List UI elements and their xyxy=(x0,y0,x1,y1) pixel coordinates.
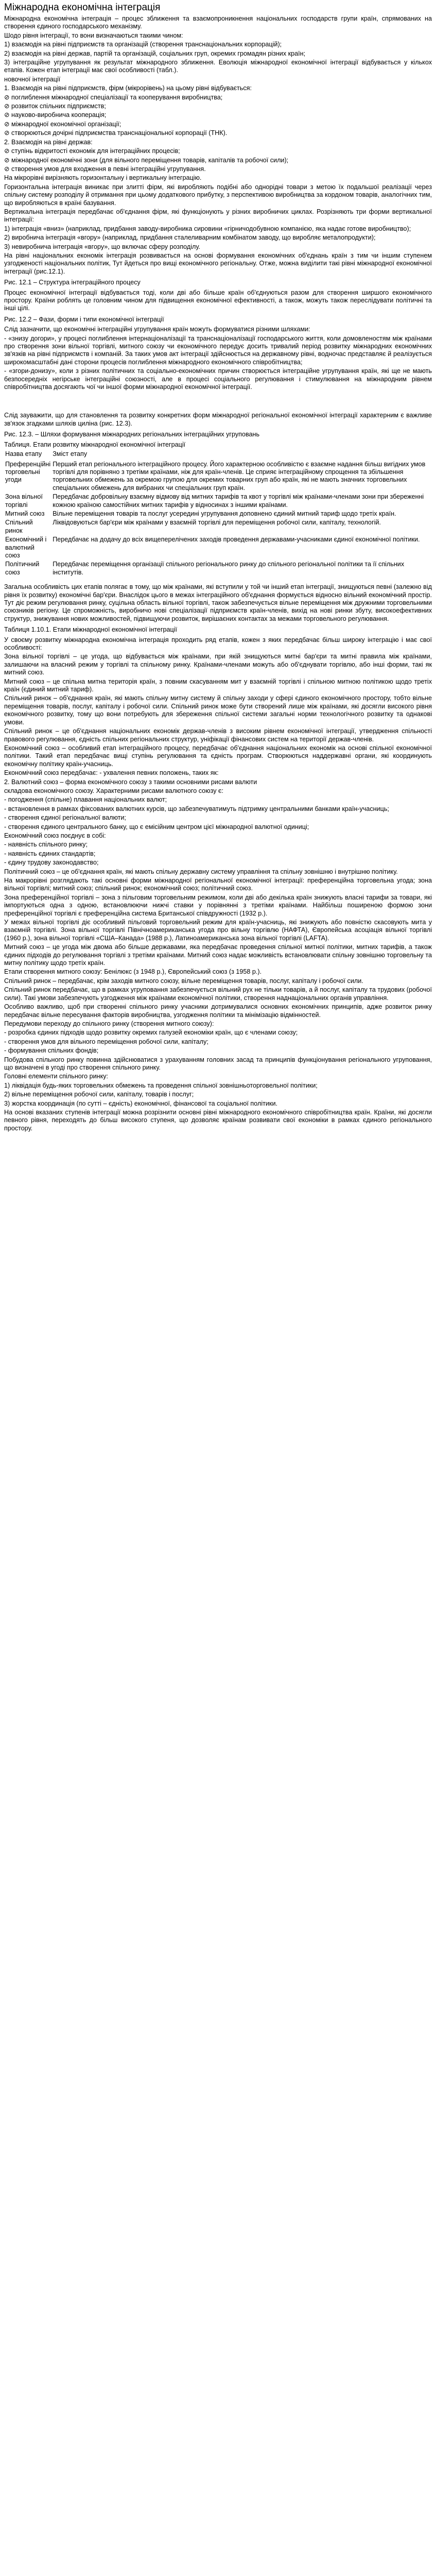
list-item: 1) взаємодія на рівні підприємств та організацій (створення транснаціональних корпорацій); xyxy=(4,41,282,48)
paragraph: Зона преференційної торгівлі – зона з пільговим торговельним режимом, коли дві або декілька країн знижують власні тарифи за товари, які імпортуються одна з одною, встановлюючи нижчі ставки у порівнянні з третіми країнами. Найбільш поширеною формою зони преференційної торгівлі є преференційна система Британської співдружності (1932 р.). xyxy=(4,893,432,917)
list-item: ⊘ міжнародної економічної організації; xyxy=(4,120,121,128)
list-item: ⊘ розвиток спільних підприємств; xyxy=(4,103,106,110)
table-cell: Політичний союз xyxy=(5,561,40,576)
list-item: ⊘ створюються дочірні підприємства транснаціональної корпорації (ТНК). xyxy=(4,129,228,137)
figure-caption: Рис. 12.3. – Шляхи формування міжнародних регіональних інтеграційних угруповань xyxy=(4,431,260,438)
paragraph: Етапи створення митного союзу: Бенілюкс (з 1948 р.), Європейський союз (з 1958 р.). xyxy=(4,968,262,976)
table-cell: Економічний і валютний союз xyxy=(5,536,47,559)
paragraph: Економічний союз поєднує в собі: xyxy=(4,832,106,839)
table-cell: Преференційні торговельні угоди xyxy=(5,460,51,484)
paragraph: Головні елементи спільного ринку: xyxy=(4,1073,109,1080)
list-item: 1) ліквідація будь-яких торговельних обмежень та проведення спільної зовнішньоторговельної політики; xyxy=(4,1081,318,1089)
table-cell: Передбачає переміщення організації спільного регіонального ринку до спільного регіональної політики та її спільних інститутів. xyxy=(53,561,405,576)
table-caption: Таблиця. Етапи розвитку міжнародної економічної інтеграції xyxy=(4,440,186,448)
paragraph: Горизонтальна інтеграція виникає при злитті фірм, які виробляють подібні або однорідні товари з метою їх подальшої реалізації через спільну систему розподілу й отримання при цьому додаткового прибутку, з перспективою виробництва за кордоном товарів, аналогічних тим, що виробляються в країні базування. xyxy=(4,183,432,207)
paragraph: Особливо важливо, щоб при створенні спільного ринку учасники дотримувалися основних економічних принципів, адже розвиток ринку передбачає вільне пересування факторів виробництва, узгодження політики та мінімізацію відмінностей. xyxy=(4,1003,432,1019)
list-item: - погодження (спільне) плавання національних валют; xyxy=(4,796,167,804)
paragraph: У межах вільної торгівлі діє особливий пільговий торговельний режим для країн-учасниць, які знижують або повністю скасовують мита у взаємній торгівлі. Зона вільної торгівлі Північноамериканська угода про вільну торгівлю (НАФТА), Європейська асоціація вільної торгівлі (1960 р.), зона вільної торгівлі «США–Канада» (1988 р.), Латиноамериканська зона вільної торгівлі (LAFTA). xyxy=(4,919,432,942)
list-item: - єдину трудову законодавство; xyxy=(4,859,99,867)
list-item: 2. Взаємодія на рівні держав: xyxy=(4,138,93,146)
table-cell: Передбачає на додачу до всіх вищеперелічених заходів проведення державами-учасниками єдиної економічної політики. xyxy=(53,536,420,544)
stages-table xyxy=(4,450,432,577)
paragraph: Митний союз – це спільна митна територія країн, з повним скасуванням мит у взаємній торгівлі і спільною митною політикою щодо третіх країн (єдиний митний тариф). xyxy=(4,677,432,693)
paragraph: Процес економічної інтеграції відбувається тоді, коли дві або більше країн об'єднуються разом для створення ширшого економічного простору. Країни роблять це головним чином для підвищення економічної ефективності, а також, можуть також переслідувати політичні та інші цілі. xyxy=(4,289,432,312)
list-item: - «згори-донизу», коли з різних політичних та соціально-економічних причин створюється інтеграційне угрупування країн, які ще не мають безпосередніх негірське інтеграційні союзності, але в процесі соціального регулювання і стимулювання на міжнародним рівнем співробітництва досягають чої чи іншої форми міжнародної економічної інтеграції. xyxy=(4,367,432,391)
table-cell: Спільний ринок xyxy=(5,519,33,534)
list-item: ⊘ ступінь відкритості економік для інтеграційних процесів; xyxy=(4,147,180,155)
paragraph: Митний союз – це угода між двома або більше державами, яка передбачає проведення спільної митної політики, митних тарифів, а також єдиних підходів до регулювання торгівлі з третіми країнами. Митний союз надає можливість встановлювати спільну зовнішню торговельну та митну політику щодо третіх країн. xyxy=(4,943,432,967)
paragraph: Міжнародна економічна інтеграція – процес зближення та взаємопроникнення національних господарств групи країн, спрямованих на створення єдиного господарського механізму. xyxy=(4,15,432,30)
list-item: ⊘ створення умов для входження в певні інтеграційні угрупування. xyxy=(4,165,206,173)
table-row xyxy=(4,535,432,560)
paragraph: Загальна особливість цих етапів полягає в тому, що між країнами, які вступили у той чи інший етап інтеграції, знищуються певні (залежно від рівня їх розвитку) економічні бар'єри. Внаслідок цього в межах інтеграційного об'єднання формується відносно вільний економічний простір. Тут діє режим регулювання ринку, суцільна область вільної торгівлі, також забезпечується вільне переміщення між дружними торговельними союзників регіону. Це спроможність, виробничо нові спеціалізації підприємств країн-членів, вихід на нові ринки збуту, високоефективних структур, знижування нових можливостей, підвищуючи розвиток, вирішаєних контактах за межами торговельного регулювання. xyxy=(4,583,432,622)
list-item: 3) інтеграційне угрупування як результат міжнародного зближення. Еволюція міжнародної економічної інтеграції відбувається у кількох етапів. Кожен етап інтеграції має свої особливості (табл.). xyxy=(4,59,432,74)
paragraph: На рівні національних економік інтеграція розвивається на основі формування економічних об'єднань країн з тим чи іншим ступенем узгодженості національних політик, Тут йдеться про вищі економічного регіональну. Отже, можна виділити такі рівні міжнародної економічної інтеграції (рис.12.1). xyxy=(4,251,432,275)
list-item: - створення єдиного центрального банку, що є емісійним центром цієї міжнародної валютної одиниці; xyxy=(4,823,309,831)
document-page xyxy=(0,0,436,1139)
table-row xyxy=(4,510,432,518)
table-row xyxy=(4,460,432,493)
list-item: 2) виробнича інтеграція «вгору» (наприклад, придбання сталеливарним комбінатом заводу, що виробляє металопродукти); xyxy=(4,234,376,242)
page-title: Міжнародна економічна інтеграція xyxy=(4,2,161,13)
list-item: - формування спільних фондів; xyxy=(4,1047,99,1055)
paragraph: 2. Валютний союз – форма економічного союзу з такими основними рисами валюти xyxy=(4,778,257,786)
table-row xyxy=(4,493,432,510)
list-item: 2) взаємодія на рівні держав, партій та організацій, соціальних груп, окремих громадян різних країн; xyxy=(4,49,306,57)
table-cell: Ліквідовуються бар'єри між країнами у взаємній торгівлі для переміщення робочої сили, капіталу, технологій. xyxy=(53,519,381,527)
list-item: 1) інтеграція «вниз» (наприклад, придбання заводу-виробника сировини «гірничодобувною компанією, яка надає готове виробництво); xyxy=(4,225,411,232)
list-item: 3) жорстка координація (по сутті – єдність) економічної, фінансової та соціальної політики. xyxy=(4,1099,277,1107)
list-item: - розробка єдиних підходів щодо розвитку окремих галузей економіки країн, що є членами союзу; xyxy=(4,1029,298,1037)
table-row xyxy=(4,560,432,577)
list-item: 3) невиробнича інтеграція «вгору», що включає сферу розподілу. xyxy=(4,243,200,250)
list-item: - встановлення в рамках фіксованих валютних курсів, що забезпечуватимуть підтримку центральними банками країн-учасниць; xyxy=(4,805,389,812)
paragraph: новочної інтеграції xyxy=(4,75,61,83)
paragraph: Слід зазначити, що економічні інтеграційні угрупування країн можуть формуватися різними шляхами: xyxy=(4,326,310,333)
table-header-cell: Зміст етапу xyxy=(53,450,88,458)
paragraph: Спільний ринок передбачає, що в рамках угруповання забезпечується вільний рух не тільки товарів, а й послуг, капіталу та трудових (робочої сили). Такі умови забезпечують узгодження між країнами економічної політики, створення наднаціональних органів управління. xyxy=(4,986,432,1002)
paragraph: Передумови переходу до спільного ринку (створення митного союзу): xyxy=(4,1020,214,1027)
list-item: - створення умов для вільного переміщення робочої сили, капіталу; xyxy=(4,1038,208,1045)
list-item: 2) вільне переміщення робочої сили, капіталу, товарів і послуг; xyxy=(4,1091,194,1098)
table-header-row xyxy=(4,450,432,460)
figure-caption: Рис. 12.1 – Структура інтеграційного процесу xyxy=(4,279,141,286)
table-cell: Митний союз xyxy=(5,510,45,517)
table-cell: Вільне переміщення товарів та послуг усередині угрупування доповнено єдиний митний тариф щодо третіх країн. xyxy=(53,510,396,517)
paragraph: складова економічного союзу. Характерними рисами валютного союзу є: xyxy=(4,787,223,794)
paragraph: На основі вказаних ступенів інтеграції можна розрізнити основні рівні міжнародного економічного співробітництва країн. Країни, які досягли певного рівня, переходять до більш високого ступеня, що дозволяє країнам розвивати свої економіки в рамках єдиного регіонального простору. xyxy=(4,1108,432,1132)
paragraph: Політичний союз – це об'єднання країн, які мають спільну державну систему управління та спільну зовнішню і внутрішню політику. xyxy=(4,868,398,875)
paragraph: Вертикальна інтеграція передбачає об'єднання фірм, які функціонують у різних виробничих циклах. Розрізняють три форми вертикальної інтеграції: xyxy=(4,208,432,224)
paragraph: Слід зауважити, що для становлення та розвитку конкретних форм міжнародної регіональної економічної інтеграції характерним є важливе зв'язок згадками шляхів циліна (рис. 12.3). xyxy=(4,412,432,427)
paragraph: На макрорівні розглядають такі основні форми міжнародної регіональної економічної інтеграції: преференційна торговельна угода; зона вільної торгівлі; митний союз; спільний ринок; економічний союз; політичний союз. xyxy=(4,877,432,892)
list-item: - наявність єдиних стандартів; xyxy=(4,850,96,857)
table-header-cell: Назва етапу xyxy=(5,450,42,458)
paragraph: Зона вільної торгівлі – це угода, що відбувається між країнами, при якій знищуються митні бар'єри та митні правила між країнами, залишаючи на власний режим у торгівлі та спільному ринку. Країнами-членами можуть або об'єднувати торгівлю, або інші форми, такі як митний союз. xyxy=(4,653,432,676)
list-item: ⊘ науково-виробнича кооперація; xyxy=(4,111,107,119)
list-item: - наявність спільного ринку; xyxy=(4,841,88,849)
paragraph: Шодо рівня інтеграції, то вони визначаються такими чином: xyxy=(4,31,183,39)
paragraph: Побудова спільного ринку повинна здійснюватися з урахуванням головних засад та принципів функціонування регіонального угруповання, що визначені в угоді про створення спільного ринку. xyxy=(4,1056,432,1071)
paragraph: Спільний ринок – це об'єднання національних економік держав-членів з високим рівнем економічної інтеграції, утвердження спільності правового регулювання, єдність спільних регіональних структур, уніфікації фінансових систем на території держав-членів. xyxy=(4,727,432,743)
table-cell: Перший етап регіонального інтеграційного процесу. Його характерною особливістю є взаємне надання більш вигідних умов торгівлі для порівняно з третіми країнами, ніж для країн-членів. Це сприяє інтеграційному спрощення та збільшення торговельних обмежень за окремою групою для окремих товарних груп або країн, які не мають значних торговельних спеціальних обмежень для вибраних чи спеціальних груп країн. xyxy=(53,460,426,492)
list-item: ⊘ поглиблення міжнародної спеціалізації та кооперування виробництва; xyxy=(4,93,223,101)
paragraph: Спільний ринок – об'єднання країн, які мають спільну митну систему й спільну заходи у сфері єдиного економічного простору, тобто вільне переміщення товарів, послуг, капіталу і робочої сили. Спільний ринок може бути створений лише між країнами, які досягли високого рівня економічного розвитку, тому що вони потребують для збереження спільної системи загальні норми технологічного розвитку та однакові умови. xyxy=(4,694,432,726)
list-item: - створення єдиної регіональної валюти; xyxy=(4,814,126,822)
list-item: - «знизу догори», у процесі поглиблення інтернаціоналізації та транснаціоналізації господарського життя, коли домовленостям між країнами про створення зони вільної торгівлі, митного союзу чи економічного передує досить тривалий період розвитку міжнародних економічних зв'язків на рівні підприємств і компаній. За таких умов акт інтеграції здійснюється на державному рівні, водночас представляє й реалізується широкомасштабні дані сторони процесів поглиблення міжнародного економічного співробітництва; xyxy=(4,334,432,366)
paragraph: На мікрорівні вирізняють горизонтальну і вертикальну інтеграцію. xyxy=(4,174,202,182)
list-item: 1. Взаємодія на рівні підприємств, фірм (мікрорівень) на цьому рівні відбувається: xyxy=(4,84,252,92)
figure-caption: Рис. 12.2 – Фази, форми і типи економічної інтеграції xyxy=(4,315,164,323)
paragraph: Спільний ринок – передбачає, крім заходів митного союзу, вільне переміщення товарів, послуг, капіталу і робочої сили. xyxy=(4,977,363,985)
table-cell: Зона вільної торгівлі xyxy=(5,493,43,509)
paragraph: У своєму розвитку міжнародна економічна інтеграція проходить ряд етапів, кожен з яких передбачає більш широку інтеграцію і має свої особливості: xyxy=(4,636,432,652)
paragraph: Економічний союз передбачає: - ухвалення певних положень, таких як: xyxy=(4,769,219,777)
table-row xyxy=(4,518,432,535)
list-item: ⊘ міжнародної економічні зони (для вільного переміщення товарів, капіталів та робочої сили); xyxy=(4,156,289,164)
table-cell: Передбачає добровільну взаємну відмову від митних тарифів та квот у торгівлі між країнами-членами зони при збереженні кожною країною самостійних митних тарифів у відносинах з іншими країнами. xyxy=(53,493,424,509)
table-caption: Таблиця 1.10.1. Етапи міжнародної економічної інтеграції xyxy=(4,626,178,634)
paragraph: Економічний союз – особливий етап інтеграційного процесу, передбачає об'єднання національних економік на основі спільної економічної політики. Такий етап передбачає вищі ступінь регулювання та єдність програм. Створюються наддержавні органи, які координують економічну політику країн-учасниць. xyxy=(4,744,432,768)
